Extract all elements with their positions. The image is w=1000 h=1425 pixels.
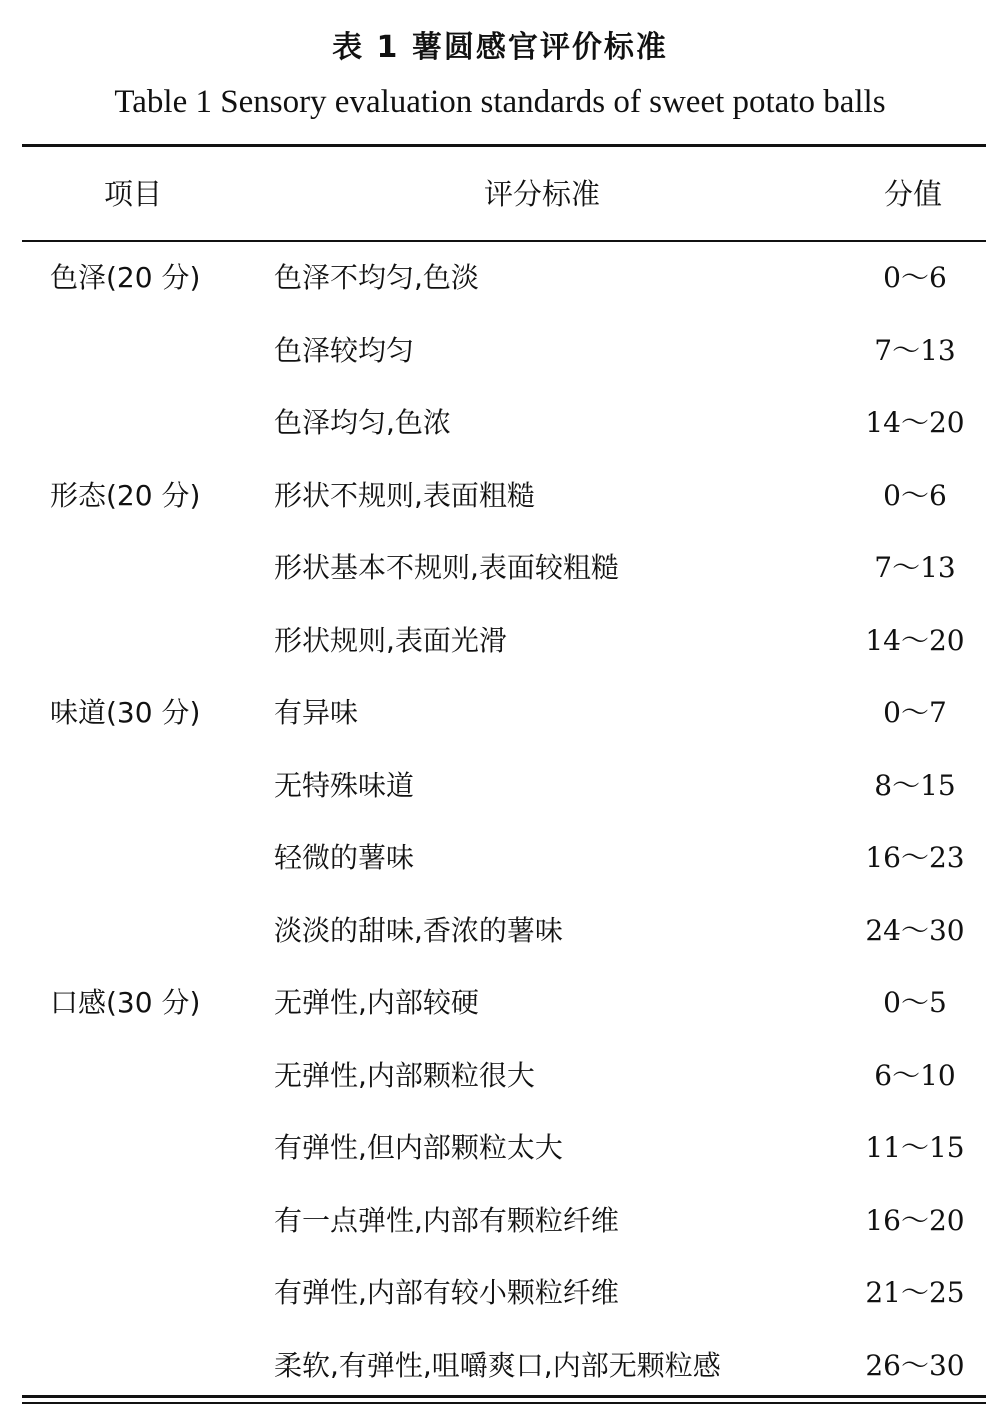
row-item-cell: 味道(30 分) xyxy=(50,696,201,729)
row-standard-cell: 形状规则,表面光滑 xyxy=(274,623,507,657)
row-score-cell: 16～20 xyxy=(865,1203,965,1237)
row-item-cell: 口感(30 分) xyxy=(50,986,201,1019)
row-score-cell: 14～20 xyxy=(865,623,965,657)
row-score-cell: 8～15 xyxy=(874,768,956,802)
row-score-cell: 7～13 xyxy=(874,333,956,367)
row-standard-cell: 色泽较均匀 xyxy=(274,333,415,367)
column-header-standard: 评分标准 xyxy=(484,177,601,211)
table-bottom-rule-inner xyxy=(22,1402,986,1404)
row-standard-cell: 无弹性,内部较硬 xyxy=(274,986,479,1019)
row-standard-cell: 无特殊味道 xyxy=(274,768,415,802)
row-score-cell: 7～13 xyxy=(874,551,956,584)
row-score-cell: 16～23 xyxy=(865,841,965,874)
row-standard-cell: 形状基本不规则,表面较粗糙 xyxy=(274,551,619,584)
row-standard-cell: 有弹性,但内部颗粒太大 xyxy=(274,1131,563,1164)
column-header-score: 分值 xyxy=(884,177,943,211)
row-score-cell: 26～30 xyxy=(865,1348,965,1382)
row-standard-cell: 形状不规则,表面粗糙 xyxy=(274,478,535,512)
row-score-cell: 0～6 xyxy=(883,478,947,512)
row-standard-cell: 轻微的薯味 xyxy=(274,841,415,874)
table-title-chinese: 表 1 薯圆感官评价标准 xyxy=(332,30,668,65)
row-score-cell: 21～25 xyxy=(865,1276,965,1309)
row-item-cell: 形态(20 分) xyxy=(50,478,201,512)
row-score-cell: 0～7 xyxy=(883,696,947,729)
table-title-english: Table 1 Sensory evaluation standards of sweet potato balls xyxy=(114,84,886,120)
row-score-cell: 6～10 xyxy=(874,1058,956,1092)
row-score-cell: 24～30 xyxy=(865,913,965,947)
column-header-item: 项目 xyxy=(104,177,163,211)
row-standard-cell: 无弹性,内部颗粒很大 xyxy=(274,1058,535,1092)
row-score-cell: 0～5 xyxy=(883,986,947,1019)
row-item-cell: 色泽(20 分) xyxy=(50,261,201,294)
row-standard-cell: 色泽不均匀,色淡 xyxy=(274,261,479,294)
row-score-cell: 11～15 xyxy=(865,1131,965,1164)
row-standard-cell: 有弹性,内部有较小颗粒纤维 xyxy=(274,1276,619,1309)
row-score-cell: 14～20 xyxy=(865,406,965,439)
row-standard-cell: 柔软,有弹性,咀嚼爽口,内部无颗粒感 xyxy=(274,1348,721,1382)
row-score-cell: 0～6 xyxy=(883,261,947,294)
row-standard-cell: 有一点弹性,内部有颗粒纤维 xyxy=(274,1203,619,1237)
row-standard-cell: 色泽均匀,色浓 xyxy=(274,406,451,439)
row-standard-cell: 有异味 xyxy=(274,696,359,729)
table-bottom-rule xyxy=(22,1395,986,1398)
row-standard-cell: 淡淡的甜味,香浓的薯味 xyxy=(274,913,563,947)
